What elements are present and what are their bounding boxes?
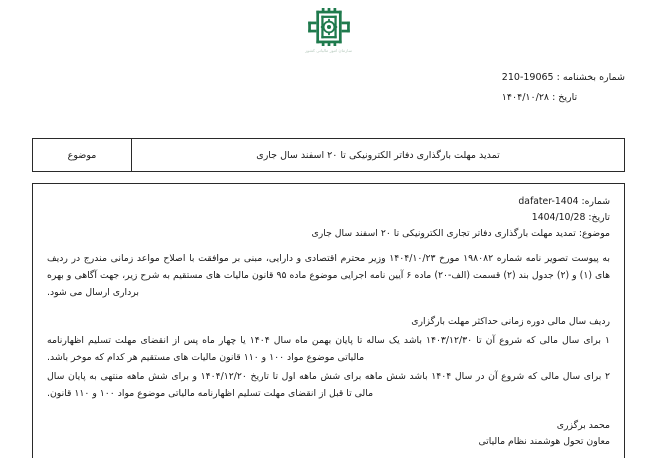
body-subject-label: موضوع:	[578, 228, 610, 239]
body-number-label: شماره:	[581, 196, 610, 207]
letter-body	[32, 183, 625, 458]
subject-value-cell: تمدید مهلت بارگذاری دفاتر الکترونیکی تا ۲۰ اسفند سال جاری	[132, 139, 625, 172]
subject-table	[32, 138, 625, 172]
list-item: ۲ برای سال مالی که شروع آن در سال ۱۴۰۴ باشد شش ماهه برای شش ماهه اول تا تاریخ ۱۴۰۴/۱۲/۲۰ و برای شش ماهه منتهی به پایان سال مالی تا قبل از انقضای مهلت تسلیم اظهارنامه مالیاتی موضوع مواد ۱۰۰ و ۱۱۰ قانون.	[47, 371, 610, 399]
body-date-line	[47, 210, 610, 226]
logo-caption: سازمان امور مالیاتی کشور	[305, 48, 352, 53]
letterhead-logo-block	[0, 8, 657, 53]
deadline-table-heading: ردیف سال مالی دوره زمانی حداکثر مهلت بارگزاری	[411, 316, 610, 327]
body-date-value: 1404/10/28	[531, 212, 586, 223]
circular-date-value: ۱۴۰۴/۱۰/۲۸	[501, 92, 550, 103]
body-subject-line	[47, 226, 610, 242]
circular-number-label: شماره بخشنامه :	[556, 72, 625, 83]
body-subject-value: تمدید مهلت بارگذاری دفاتر تجاری الکترونیکی تا ۲۰ اسفند سال جاری	[311, 228, 576, 239]
header-meta	[502, 68, 625, 108]
body-number-line	[47, 194, 610, 210]
circular-number-value: 19065-210	[501, 72, 554, 83]
signature-title: معاون تحول هوشمند نظام مالیاتی	[478, 436, 610, 447]
list-item: ۱ برای سال مالی که شروع آن تا ۱۴۰۳/۱۲/۳۰ باشد یک ساله تا پایان بهمن ماه سال ۱۴۰۴ یا چهار ماه پس از انقضای مهلت تسلیم اظهارنامه مالیاتی موضوع مواد ۱۰۰ و ۱۱۰ قانون مالیات های مستقیم هر کدام که موخر باشد.	[47, 335, 610, 363]
table-row	[33, 139, 625, 172]
circular-number-line	[502, 68, 625, 88]
tax-administration-logo-icon	[306, 8, 352, 46]
circular-date-line	[502, 88, 625, 108]
subject-label-cell: موضوع	[33, 139, 132, 172]
body-paragraph: به پیوست تصویر نامه شماره ۱۹۸۰۸۲ مورخ ۱۴۰۴/۱۰/۲۳ وزیر محترم اقتصادی و دارایی، مبنی بر موافقت با اصلاح مواعد زمانی مندرج در ردیف های (۱) و (۲) جدول بند (۲) قسمت (الف-۲۰) ماده ۶ آیین نامه اجرایی موضوع ماده ۹۵ قانون مالیات های مستقیم به شرح زیر، جهت آگاهی و بهره برداری ارسال می شود.	[47, 253, 611, 298]
signature-name: محمد برگزری	[556, 420, 610, 431]
signature-block	[47, 418, 610, 450]
body-number-value: dafater-1404	[518, 196, 579, 207]
circular-date-label: تاریخ :	[552, 92, 578, 103]
body-date-label: تاریخ:	[588, 212, 610, 223]
